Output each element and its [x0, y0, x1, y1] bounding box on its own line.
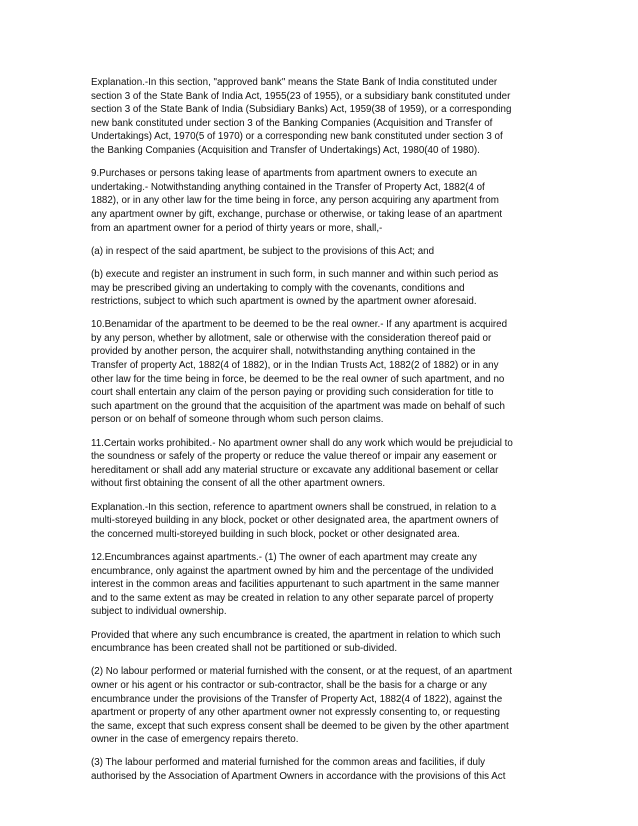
text-line: the soundness or safely of the property or reduce the value thereof or impair any easement or [91, 451, 497, 463]
text-line: other law for the time being in force, be deemed to be the real owner of such apartment, and no [91, 373, 505, 385]
text-line: such apartment on the ground that the acquisition of the apartment was made on behalf of such [91, 400, 505, 412]
text-line: the concerned multi-storeyed building in such block, pocket or other designated area. [91, 528, 460, 540]
text-line: any apartment owner by gift, exchange, purchase or otherwise, or taking lease of an apartment [91, 208, 503, 220]
text-line: multi-storeyed building in any block, pocket or other designated area, the apartment owners of [91, 515, 499, 527]
paragraph-section-12-2 [91, 665, 551, 747]
text-line: hereditament or shall add any material structure or excavate any additional basement or cellar [91, 464, 499, 476]
text-line: without first obtaining the consent of all the other apartment owners. [91, 478, 386, 490]
text-line: owner or his agent or his contractor or sub-contractor, shall be the basis for a charge or any [91, 679, 487, 691]
text-line: by any person, whether by allotment, sale or otherwise with the consideration thereof paid or [91, 332, 492, 344]
paragraph-explanation-approved-bank [91, 76, 551, 158]
paragraph-section-9 [91, 167, 551, 235]
text-line: Provided that where any such encumbrance is created, the apartment in relation to which such [91, 629, 501, 641]
text-line: authorised by the Association of Apartment Owners in accordance with the provisions of this Act [91, 771, 506, 783]
text-line: the Banking Companies (Acquisition and Transfer of Undertakings) Act, 1980(40 of 1980). [91, 144, 480, 156]
text-line: the same, except that such express consent shall be deemed to be given by the other apartment [91, 720, 509, 732]
paragraph-section-12-proviso [91, 629, 551, 656]
text-line: 9.Purchases or persons taking lease of apartments from apartment owners to execute an [91, 168, 478, 180]
paragraph-section-12-3 [91, 756, 551, 783]
text-line: 11.Certain works prohibited.- No apartment owner shall do any work which would be prejudicial to [91, 437, 513, 449]
paragraph-section-9-a [91, 245, 551, 259]
text-line: restrictions, subject to which such apartment is owned by the apartment owner aforesaid. [91, 296, 477, 308]
text-line: Transfer of property Act, 1882(4 of 1882), or in the Indian Trusts Act, 1882(2 of 1882) or in any [91, 360, 499, 372]
text-line: owner in the case of emergency repairs thereto. [91, 734, 299, 746]
text-line: subject to individual ownership. [91, 606, 227, 618]
text-line: (a) in respect of the said apartment, be subject to the provisions of this Act; and [91, 245, 435, 257]
text-line: (3) The labour performed and material furnished for the common areas and facilities, if duly [91, 757, 486, 769]
paragraph-section-11 [91, 437, 551, 491]
text-line: undertaking.- Notwithstanding anything contained in the Transfer of Property Act, 1882(4 of [91, 181, 485, 193]
text-line: (2) No labour performed or material furnished with the consent, or at the request, of an apartment [91, 666, 512, 678]
text-line: new bank constituted under section 3 of the Banking Companies (Acquisition and Transfer of [91, 117, 493, 129]
text-line: person or on behalf of someone through whom such person claims. [91, 414, 384, 426]
paragraph-explanation-section-11 [91, 501, 551, 542]
paragraph-section-9-b [91, 268, 551, 309]
text-line: and to the same extent as may be created in relation to any other separate parcel of property [91, 592, 494, 604]
text-line: court shall entertain any claim of the person paying or providing such consideration for title to [91, 387, 494, 399]
text-line: encumbrance, only against the apartment owned by him and the percentage of the undivided [91, 565, 494, 577]
text-line: provided by another person, the acquirer shall, notwithstanding anything contained in the [91, 346, 476, 358]
text-line: Undertakings) Act, 1970(5 of 1970) or a corresponding new bank constituted under section 3 of [91, 131, 503, 143]
text-line: section 3 of the State Bank of India Act, 1955(23 of 1955), or a subsidiary bank constituted under [91, 90, 511, 102]
text-line: may be prescribed giving an undertaking to comply with the covenants, conditions and [91, 282, 465, 294]
text-line: encumbrance has been created shall not be partitioned or sub-divided. [91, 643, 398, 655]
text-line: interest in the common areas and facilities appurtenant to such apartment in the same manner [91, 579, 500, 591]
text-line: section 3 of the State Bank of India (Subsidiary Banks) Act, 1959(38 of 1959), or a corresponding [91, 104, 512, 116]
text-line: 1882), or in any other law for the time being in force, any person acquiring any apartment from [91, 195, 499, 207]
text-line: from an apartment owner for a period of thirty years or more, shall,- [91, 222, 383, 234]
text-line: 12.Encumbrances against apartments.- (1) The owner of each apartment may create any [91, 551, 477, 563]
document-body [91, 76, 551, 793]
text-line: Explanation.-In this section, reference to apartment owners shall be construed, in relation to a [91, 501, 497, 513]
text-line: (b) execute and register an instrument in such form, in such manner and within such period as [91, 268, 499, 280]
text-line: 10.Benamidar of the apartment to be deemed to be the real owner.- If any apartment is acquired [91, 319, 508, 331]
paragraph-section-10 [91, 318, 551, 427]
text-line: encumbrance under the provisions of the Transfer of Property Act, 1882(4 of 1822), against the [91, 693, 503, 705]
paragraph-section-12-1 [91, 551, 551, 619]
text-line: apartment or property of any other apartment owner not expressly consenting to, or requesting [91, 707, 500, 719]
text-line: Explanation.-In this section, "approved bank" means the State Bank of India constituted under [91, 77, 498, 88]
